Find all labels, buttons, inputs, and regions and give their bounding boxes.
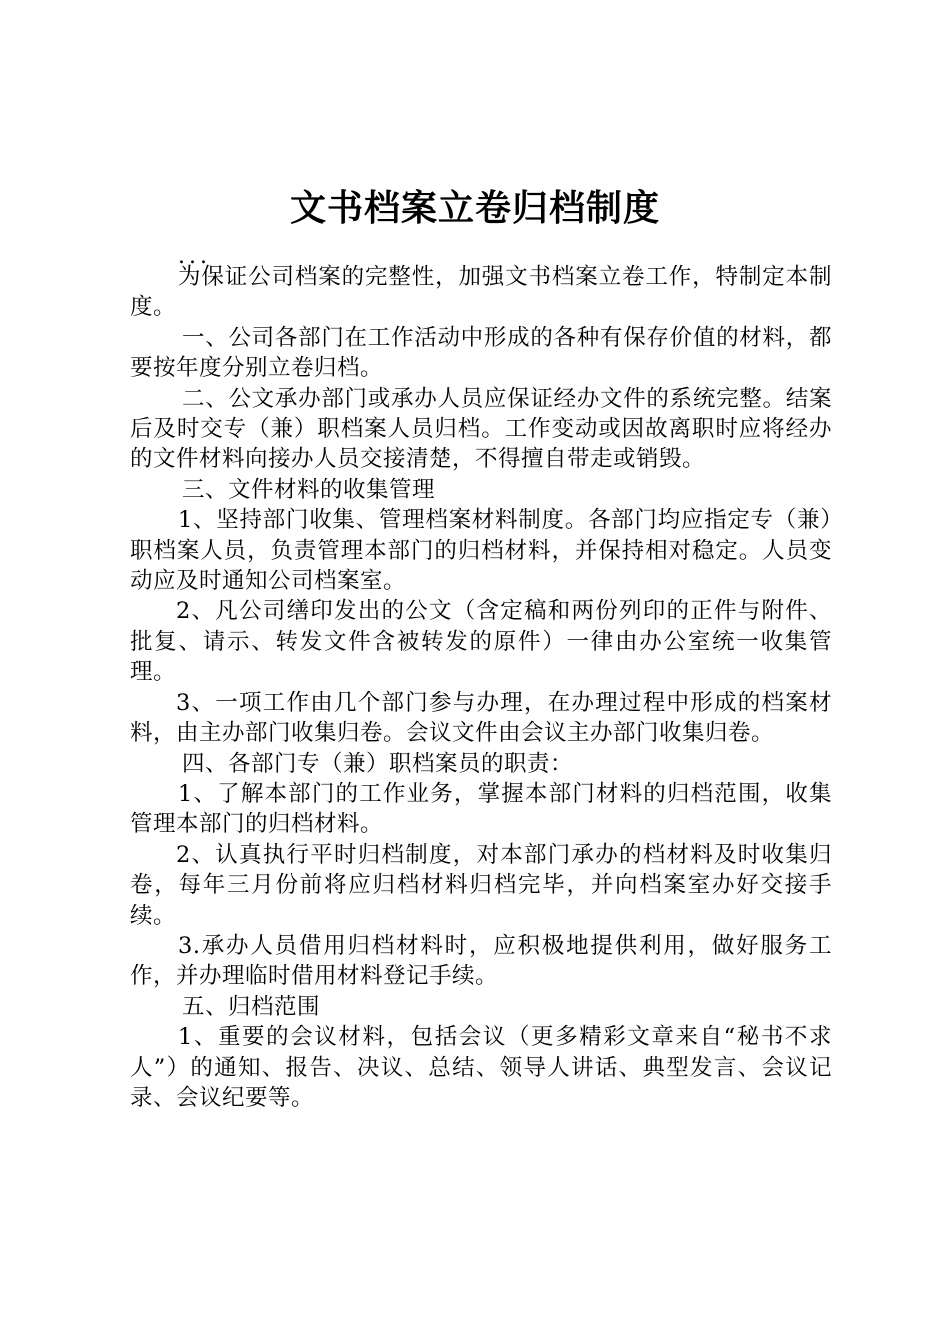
paragraph-section-3-item-2: 2、凡公司缮印发出的公文（含定稿和两份列印的正件与附件、批复、请示、转发文件含被转发的原件）一律由办公室统一收集管理。 <box>130 598 832 686</box>
heading-section-3: 三、文件材料的收集管理 <box>182 476 436 503</box>
heading-section-5: 五、归档范围 <box>182 993 321 1020</box>
paragraph-section-2: 二、公文承办部门或承办人员应保证经办文件的系统完整。结案后及时交专（兼）职档案人员归档。工作变动或因故离职时应将经办的文件材料向接办人员交接清楚，不得擅自带走或销毁。 <box>130 385 832 473</box>
paragraph-section-4-item-1: 1、了解本部门的工作业务，掌握本部门材料的归档范围，收集管理本部门的归档材料。 <box>130 780 832 838</box>
paragraph-section-4-item-2: 2、认真执行平时归档制度，对本部门承办的档材料及时收集归卷，每年三月份前将应归档材料归档完毕，并向档案室办好交接手续。 <box>130 841 832 929</box>
paragraph-section-3-item-3: 3、一项工作由几个部门参与办理，在办理过程中形成的档案材料，由主办部门收集归卷。会议文件由会议主办部门收集归卷。 <box>130 689 832 747</box>
paragraph-section-3-item-1: 1、坚持部门收集、管理档案材料制度。各部门均应指定专（兼）职档案人员，负责管理本部门的归档材料，并保持相对稳定。人员变动应及时通知公司档案室。 <box>130 507 832 595</box>
paragraph-section-4-item-3: 3.承办人员借用归档材料时，应积极地提供利用，做好服务工作，并办理临时借用材料登记手续。 <box>130 932 832 990</box>
heading-section-4: 四、各部门专（兼）职档案员的职责： <box>182 750 574 777</box>
paragraph-intro: 为保证公司档案的完整性，加强文书档案立卷工作，特制定本制度。 <box>130 264 832 321</box>
paragraph-section-5-item-1: 1、重要的会议材料，包括会议（更多精彩文章来自“秘书不求人”）的通知、报告、决议、总结、领导人讲话、典型发言、会议记录、会议纪要等。 <box>130 1024 832 1111</box>
document-title: 文书档案立卷归档制度 <box>289 187 660 229</box>
paragraph-section-1: 一、公司各部门在工作活动中形成的各种有保存价值的材料，都要按年度分别立卷归档。 <box>130 324 832 382</box>
ellipsis-mark: ... <box>178 244 211 269</box>
document-body <box>130 262 832 1113</box>
